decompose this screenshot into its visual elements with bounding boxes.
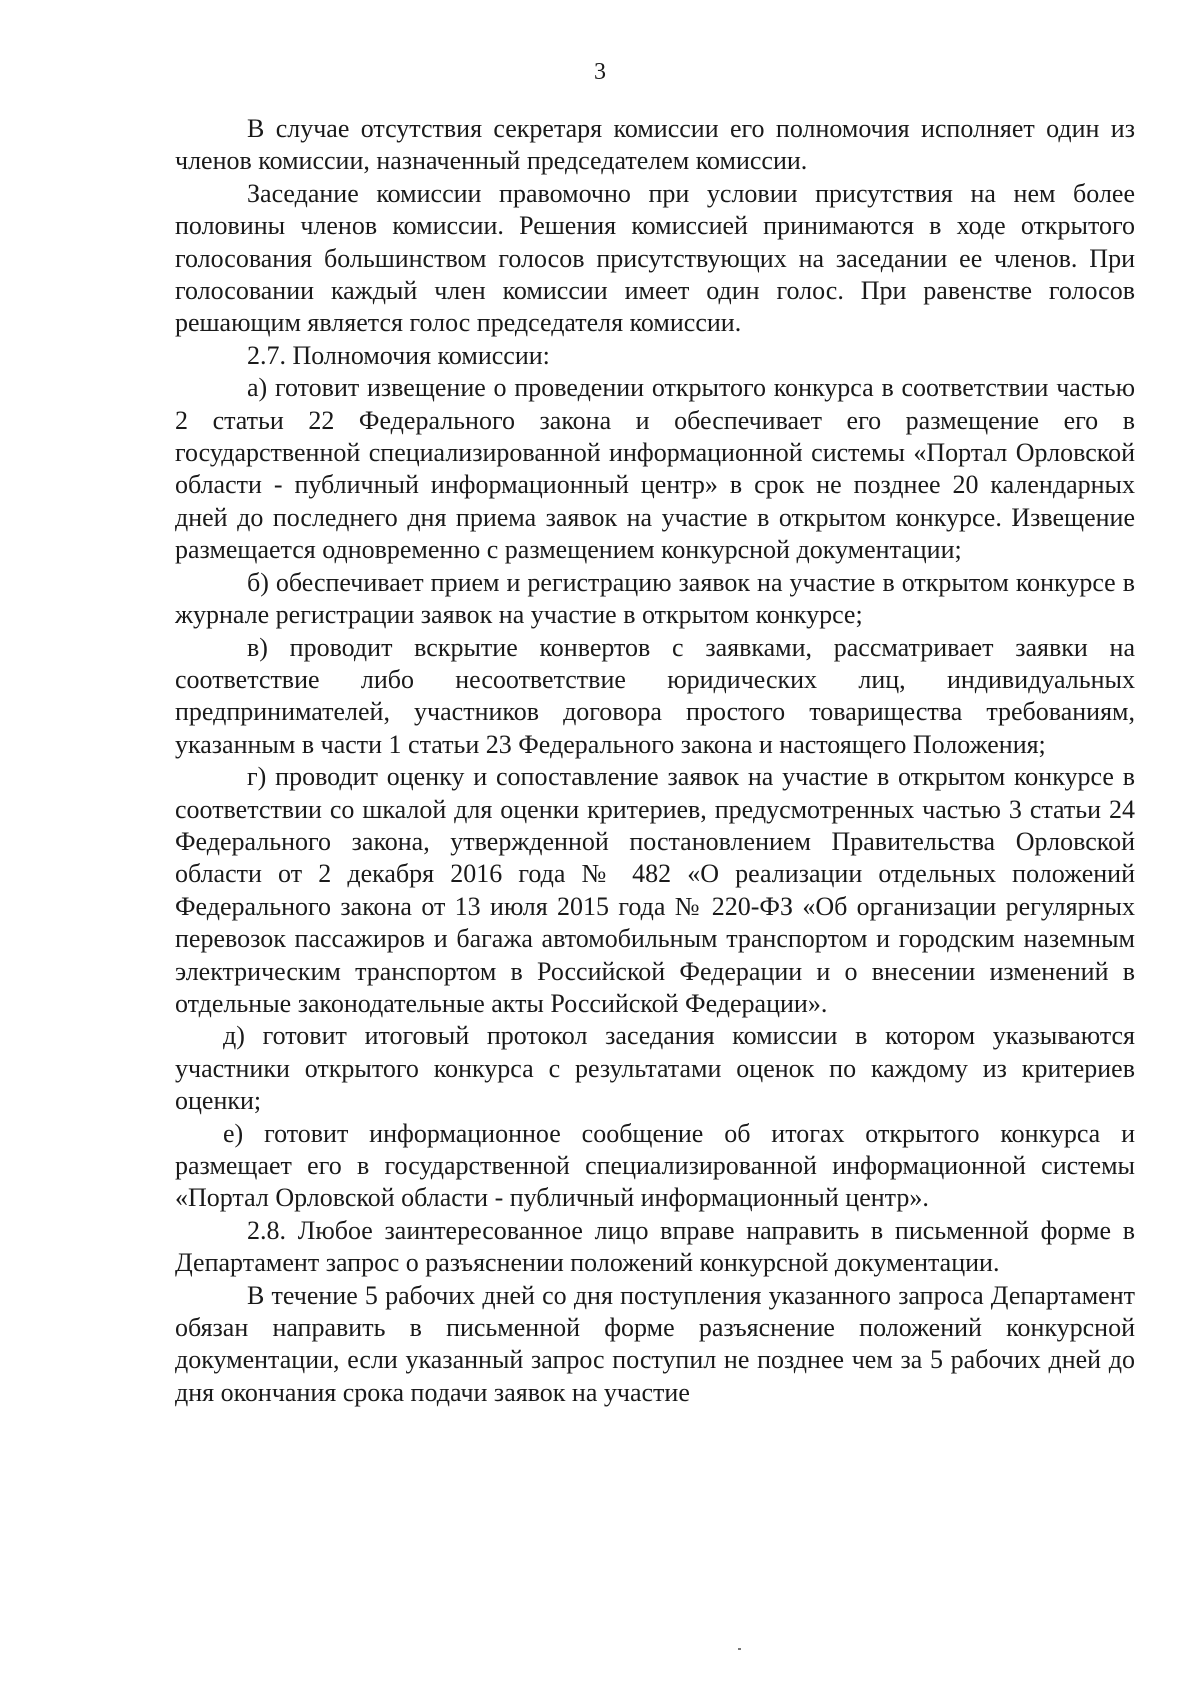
paragraph-2-7-g: г) проводит оценку и сопоставление заявок на участие в открытом конкурсе в соответствии со шкалой для оценки критериев, предусмотренных частью 3 статьи 24 Федерального закона, утвержденной постановлением Правительства Орловской области от 2 декабря 2016 года № 482 «О реализации отдельных положений Федерального закона от 13 июля 2015 года № 220-ФЗ «Об организации регулярных перевозок пассажиров и багажа автомобильным транспортом и городским наземным электрическим транспортом в Российской Федерации и о внесении изменений в отдельные законодательные акты Российской Федерации». [175,762,1135,1018]
paragraph-quorum: Заседание комиссии правомочно при условии присутствия на нем более половины членов комиссии. Решения комиссией принимаются в ходе открытого голосования большинством голосов присутствующих на заседании ее членов. При голосовании каждый член комиссии имеет один голос. При равенстве голосов решающим является голос председателя комиссии. [175,178,1135,338]
document-body [175,113,1135,1409]
paragraph-2-7-b: б) обеспечивает прием и регистрацию заявок на участие в открытом конкурсе в журнале регистрации заявок на участие в открытом конкурсе; [175,567,1135,630]
paragraph-secretary-absence: В случае отсутствия секретаря комиссии его полномочия исполняет один из членов комиссии, назначенный председателем комиссии. [175,114,1135,176]
paragraph-2-7-a: а) готовит извещение о проведении открытого конкурса в соответствии частью 2 статьи 22 Федерального закона и обеспечивает его размещение его в государственной специализированной информационной системы «Портал Орловской области - публичный информационный центр» в срок не позднее 20 календарных дней до последнего дня приема заявок на участие в открытом конкурсе. Извещение размещается одновременно с размещением конкурсной документации; [175,373,1135,565]
paragraph-clarification-deadline: В течение 5 рабочих дней со дня поступления указанного запроса Департамент обязан направить в письменной форме разъяснение положений конкурсной документации, если указанный запрос поступил не позднее чем за 5 рабочих дней до дня окончания срока подачи заявок на участие [175,1280,1135,1407]
paragraph-2-7-e: е) готовит информационное сообщение об итогах открытого конкурса и размещает его в государственной специализированной информационной системы «Портал Орловской области - публичный информационный центр». [175,1118,1135,1213]
page-number: 3 [594,59,606,85]
paragraph-2-8: 2.8. Любое заинтересованное лицо вправе направить в письменной форме в Департамент запрос о разъяснении положений конкурсной документации. [175,1215,1135,1278]
paragraph-2-7-d: д) готовит итоговый протокол заседания комиссии в котором указываются участники открытого конкурса с результатами оценок по каждому из критериев оценки; [175,1021,1135,1116]
paragraph-2-7-heading: 2.7. Полномочия комиссии: [247,340,550,370]
scan-speck [738,1648,741,1650]
paragraph-2-7-v: в) проводит вскрытие конвертов с заявками, рассматривает заявки на соответствие либо несоответствие юридических лиц, индивидуальных предпринимателей, участников договора простого товарищества требованиям, указанным в части 1 статьи 23 Федерального закона и настоящего Положения; [175,632,1135,759]
